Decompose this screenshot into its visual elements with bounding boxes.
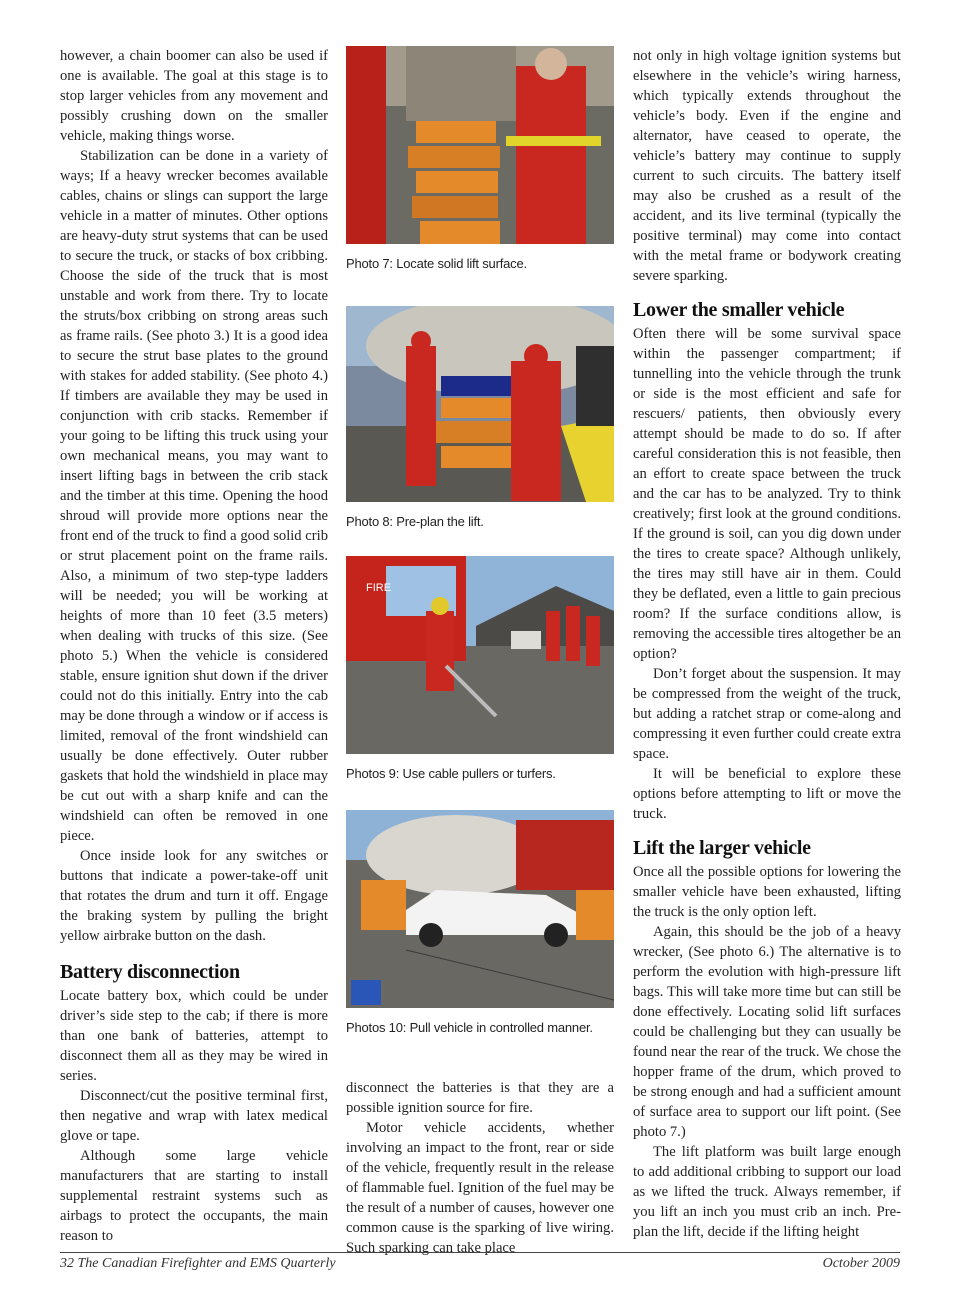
footer-date: October 2009 xyxy=(822,1256,900,1271)
paragraph: however, a chain boomer can also be used if one is available. The goal at this stage is to stop larger vehicles from any movement and possibly crushing down on the smaller vehicle, making things worse. xyxy=(60,48,328,144)
column-left xyxy=(60,46,328,1246)
footer-publication: 32 The Canadian Firefighter and EMS Quarterly xyxy=(60,1256,336,1271)
photo-10-caption: Photos 10: Pull vehicle in controlled manner. xyxy=(346,1020,593,1035)
paragraph: It will be beneficial to explore these options before attempting to lift or move the truck. xyxy=(633,766,901,822)
paragraph: Motor vehicle accidents, whether involving an impact to the front, rear or side of the vehicle, frequently result in the release of flammable fuel. Ignition of the fuel may be the result of a number of causes, however one common cause is the sparking of live wiring. Such sparking can take place xyxy=(346,1120,614,1256)
photo-7-block xyxy=(346,46,614,272)
photo-7-caption: Photo 7: Locate solid lift surface. xyxy=(346,256,527,271)
column-right xyxy=(633,46,901,1242)
paragraph: Once inside look for any switches or buttons that indicate a power-take-off unit that rotates the drum and turn it off. Engage the braking system by pulling the bright yellow airbrake button on the dash. xyxy=(60,848,328,944)
photo-9 xyxy=(346,556,614,754)
paragraph: The lift platform was built large enough to add additional cribbing to support our load as we lifted the truck. Always remember, if you lift an inch you must crib an inch. Pre-plan the lift, decide if the lifting height xyxy=(633,1144,901,1240)
photo-10-block xyxy=(346,810,614,1036)
photo-8 xyxy=(346,306,614,502)
paragraph: Again, this should be the job of a heavy wrecker, (See photo 6.) The alternative is to perform the evolution with high-pressure lift bags. This will take more time but can still be done effectively. Locating solid lift surfaces could be challenging but they can usually be found near the rear of the truck. We chose the hopper frame of the drum, which proved to be strong enough and had a sufficient amount of surface area to support our lift point. (See photo 7.) xyxy=(633,924,901,1140)
paragraph: Disconnect/cut the positive terminal first, then negative and wrap with latex medical glove or tape. xyxy=(60,1088,328,1144)
column-middle-text xyxy=(346,1078,614,1258)
paragraph: Stabilization can be done in a variety of ways; If a heavy wrecker becomes available cables, chains or slings can support the large vehicle in a matter of minutes. Other options are heavy-duty strut systems that can be used to secure the truck, or stacks of box cribbing. Choose the side of the truck that is most unstable and work from there. Try to locate the struts/box cribbing on strong areas such as frame rails. (See photo 3.) It is a good idea to secure the strut base plates to the ground with stakes for added stability. (See photo 4.) If timbers are available they may be used in conjunction with crib stacks. Remember if your going to be lifting this truck using your own mechanical means, you may want to insert lifting bags in between the crib stack and the timber at this time. Opening the hood shroud will provide more options near the front end of the truck to find a good solid crib or strut placement point on the frame rails. Also, a minimum of two step-type ladders will be needed; you will be working at heights of more than 10 feet (3.5 meters) when dealing with trucks of this size. (See photo 5.) When the vehicle is considered stable, ensure ignition shut down if the driver could not do this initially. Entry into the cab may be done through a window or if access is limited, removal of the front windshield can usually be done effectively. Outer rubber gaskets that hold the windshield in place may be cut out with a sharp knife and can the windshield can often be removed in one piece. xyxy=(60,148,328,844)
paragraph: disconnect the batteries is that they are a possible ignition source for fire. xyxy=(346,1080,614,1116)
photo-7 xyxy=(346,46,614,244)
paragraph: Don’t forget about the suspension. It may be compressed from the weight of the truck, but adding a ratchet strap or come-along and compressing it even further could create extra space. xyxy=(633,666,901,762)
paragraph: Locate battery box, which could be under driver’s side step to the cab; if there is more than one bank of batteries, attempt to disconnect them all as they may be wired in series. xyxy=(60,988,328,1084)
photo-8-caption: Photo 8: Pre-plan the lift. xyxy=(346,514,484,529)
photo-9-block xyxy=(346,556,614,782)
section-heading-lift: Lift the larger vehicle xyxy=(633,837,811,859)
paragraph: Although some large vehicle manufacturers that are starting to install supplemental restraint systems such as airbags to protect the occupants, the main reason to xyxy=(60,1148,328,1244)
paragraph: Once all the possible options for lowering the smaller vehicle have been exhausted, lifting the truck is the only option left. xyxy=(633,864,901,920)
photo-10 xyxy=(346,810,614,1008)
page-footer xyxy=(60,1256,900,1272)
section-heading-lower: Lower the smaller vehicle xyxy=(633,299,845,321)
photo-9-caption: Photos 9: Use cable pullers or turfers. xyxy=(346,766,556,781)
section-heading-battery: Battery disconnection xyxy=(60,961,240,983)
paragraph: not only in high voltage ignition systems but elsewhere in the vehicle’s wiring harness, which typically extends throughout the vehicle’s body. Even if the engine and alternator, have ceased to operate, the vehicle’s battery may continue to supply current to such circuits. The battery itself may also be crushed as a result of the accident, and its live terminal (typically the positive terminal) may come into contact with the metal frame or bodywork creating severe sparking. xyxy=(633,48,901,284)
footer-divider xyxy=(60,1252,900,1253)
paragraph: Often there will be some survival space within the passenger compartment; if tunnelling into the vehicle through the trunk or side is the most efficient and safe for rescuers/ patients, then obviously every attempt should be made to do so. If after careful consideration this is not feasible, then an effort to create space between the truck and the car has to be analyzed. Try to think creatively; first look at the ground conditions. If the ground is soil, can you dig down under the tires to create space? Although unlikely, the tires may still have air in them. Could they be deflated, even a little to gain precious room? If the surface conditions allow, is removing the accessible tires altogether be an option? xyxy=(633,326,901,662)
column-middle xyxy=(346,46,614,1258)
photo-8-block xyxy=(346,306,614,530)
truck-label: FIRE xyxy=(366,582,392,594)
